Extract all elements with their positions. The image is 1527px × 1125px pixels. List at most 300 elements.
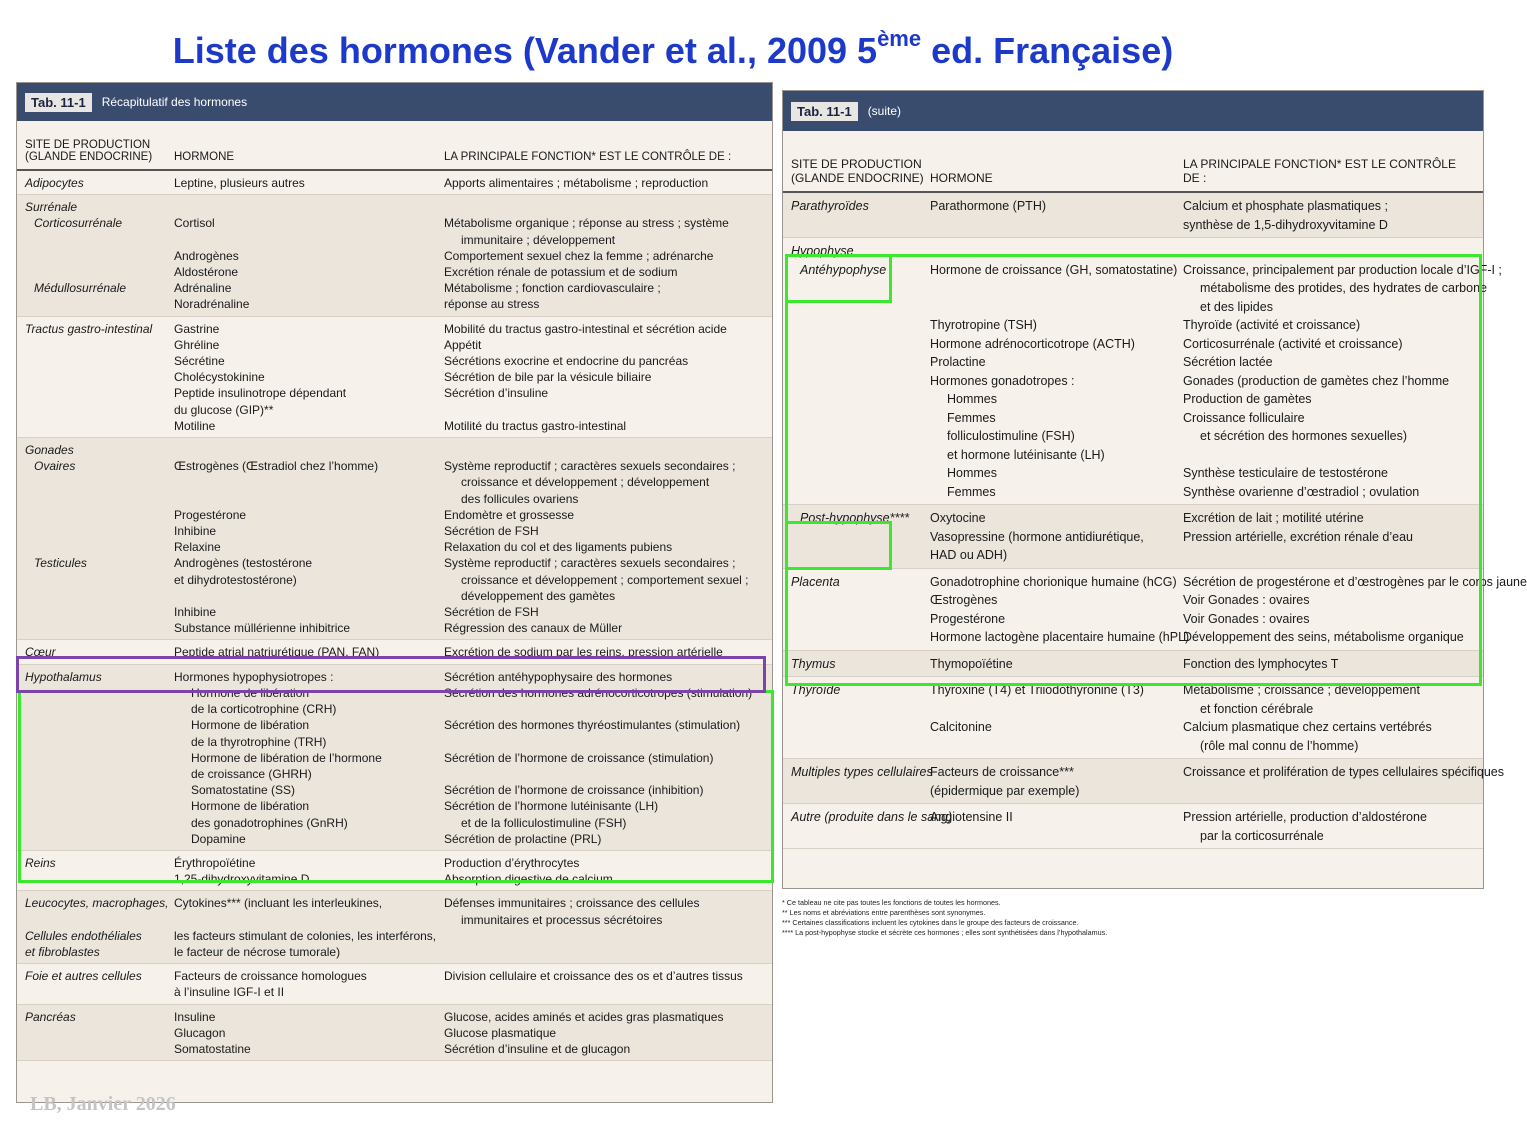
cell-site: Tractus gastro-intestinal xyxy=(25,321,153,336)
cell-hormone: Cholécystokinine xyxy=(174,370,265,385)
cell-site xyxy=(25,831,174,847)
cell-site xyxy=(25,1025,174,1041)
table-row xyxy=(25,353,764,369)
slide-title: Liste des hormones (Vander et al., 2009 5ème ed. Française) xyxy=(172,26,1174,71)
cell-function: par la corticosurrénale xyxy=(1200,828,1324,843)
table-row xyxy=(791,261,1502,280)
cell-hormone xyxy=(930,279,1183,298)
table-tag: Tab. 11-1 xyxy=(791,102,858,121)
cell-hormone: Érythropoïétine xyxy=(174,855,256,870)
cell-function xyxy=(444,701,764,717)
table-row xyxy=(25,944,764,960)
cell-site xyxy=(25,912,174,928)
table-row xyxy=(791,446,1475,465)
table-row xyxy=(791,827,1475,846)
column-header-function: LA PRINCIPALE FONCTION* EST LE CONTRÔLE DE : xyxy=(1183,157,1456,185)
cell-function xyxy=(444,402,764,418)
table-row xyxy=(25,280,764,296)
cell-function: immunitaires et processus sécrétoires xyxy=(461,912,663,927)
cell-site: Antéhypophyse xyxy=(800,262,887,277)
table-row xyxy=(791,316,1475,335)
cell-hormone: Parathormone (PTH) xyxy=(930,199,1047,213)
table-caption: (suite) xyxy=(867,104,902,118)
table-row xyxy=(791,610,1475,629)
table-row xyxy=(791,700,1475,719)
cell-hormone xyxy=(930,242,1183,261)
cell-function: Sécrétion d’insuline xyxy=(444,386,549,401)
cell-function: Motilité du tractus gastro-intestinal xyxy=(444,418,627,433)
table-row xyxy=(791,737,1475,756)
table-row xyxy=(791,353,1475,372)
cell-function: Sécrétion de prolactine (PRL) xyxy=(444,831,602,846)
cell-site xyxy=(791,737,930,756)
table-row xyxy=(25,685,764,701)
table-row xyxy=(25,555,764,571)
table-row xyxy=(791,681,1475,700)
cell-function xyxy=(444,944,764,960)
cell-hormone: Aldostérone xyxy=(174,265,239,280)
cell-function: Développement des seins, métabolisme organique xyxy=(1183,630,1464,644)
cell-hormone: Vasopressine (hormone antidiurétique, xyxy=(930,529,1144,544)
cell-site xyxy=(25,734,174,750)
table-header-bar xyxy=(17,83,772,121)
cell-hormone: Insuline xyxy=(174,1009,216,1024)
cell-hormone: Somatostatine (SS) xyxy=(191,783,296,798)
table-row xyxy=(791,427,1475,446)
cell-function: Pression artérielle, production d’aldostérone xyxy=(1183,810,1427,824)
table-row xyxy=(25,539,764,555)
cell-site xyxy=(25,402,174,418)
table-row xyxy=(791,335,1475,354)
cell-function: croissance et développement ; comportement sexuel ; xyxy=(461,572,749,587)
cell-hormone: Hommes xyxy=(947,392,998,406)
cell-site xyxy=(791,591,930,610)
cell-hormone: Androgènes xyxy=(174,248,239,263)
cell-function xyxy=(444,984,764,1000)
cell-function: Calcium plasmatique chez certains vertébrés xyxy=(1183,720,1432,734)
table-section xyxy=(17,851,772,891)
cell-function: Sécrétion de FSH xyxy=(444,524,539,539)
cell-function xyxy=(444,928,764,944)
column-headers xyxy=(783,131,1483,193)
cell-site: Multiples types cellulaires xyxy=(791,765,933,779)
cell-hormone: Hormone de croissance (GH, somatostatine) xyxy=(930,262,1178,277)
cell-hormone: et dihydrotestostérone) xyxy=(174,572,297,587)
table-body xyxy=(17,171,772,1061)
cell-hormone: Angiotensine II xyxy=(930,810,1013,824)
cell-site: Thyroïde xyxy=(791,683,841,697)
cell-hormone xyxy=(174,491,444,507)
cell-site: Foie et autres cellules xyxy=(25,969,142,984)
table-row xyxy=(25,418,764,434)
table-row xyxy=(25,782,764,798)
cell-site xyxy=(25,815,174,831)
table-row xyxy=(25,912,764,928)
cell-hormone: Gonadotrophine chorionique humaine (hCG) xyxy=(930,574,1177,589)
cell-function: et sécrétion des hormones sexuelles) xyxy=(1200,429,1408,443)
footer-credit: LB, Janvier 2026 xyxy=(30,1093,176,1115)
cell-function xyxy=(1183,546,1475,565)
cell-hormone: à l’insuline IGF-I et II xyxy=(174,985,285,1000)
cell-function: Excrétion de sodium par les reins, pression artérielle xyxy=(444,645,723,660)
cell-function: Système reproductif ; caractères sexuels secondaires ; xyxy=(444,459,736,474)
cell-hormone: 1,25-dihydroxyvitamine D xyxy=(174,872,310,887)
cell-hormone: Hormones hypophysiotropes : xyxy=(174,669,334,684)
table-row xyxy=(25,232,764,248)
cell-site: et fibroblastes xyxy=(25,944,100,959)
cell-function: Système reproductif ; caractères sexuels secondaires ; xyxy=(444,556,736,571)
cell-hormone: de croissance (GHRH) xyxy=(191,766,312,781)
cell-site xyxy=(25,984,174,1000)
cell-function: Croissance, principalement par production locale d’IGF-I ; xyxy=(1183,262,1502,277)
cell-hormone: et hormone lutéinisante (LH) xyxy=(947,447,1105,462)
cell-site xyxy=(25,717,174,733)
table-row xyxy=(25,701,764,717)
cell-function: Métabolisme ; croissance ; développement xyxy=(1183,683,1420,697)
cell-site xyxy=(25,604,174,620)
cell-hormone: Oxytocine xyxy=(930,511,986,525)
cell-hormone: Inhibine xyxy=(174,524,217,539)
cell-hormone: Thyroxine (T4) et Triiodothyronine (T3) xyxy=(930,683,1144,697)
table-row xyxy=(25,895,764,911)
cell-site xyxy=(25,264,174,280)
cell-function: croissance et développement ; développement xyxy=(461,475,710,490)
table-row xyxy=(25,572,764,588)
cell-function: Sécrétion de l’hormone lutéinisante (LH) xyxy=(444,799,659,814)
hormone-table-part1 xyxy=(16,82,773,1103)
column-header-site: SITE DE PRODUCTION (GLANDE ENDOCRINE) xyxy=(25,139,153,163)
table-row xyxy=(791,279,1487,298)
cell-function: développement des gamètes xyxy=(461,588,616,603)
cell-function: Absorption digestive de calcium xyxy=(444,872,613,887)
cell-function xyxy=(1183,242,1475,261)
cell-hormone xyxy=(930,700,1183,719)
cell-site xyxy=(25,539,174,555)
table-row xyxy=(25,717,764,733)
cell-site: Placenta xyxy=(791,574,840,589)
cell-site: Hypothalamus xyxy=(25,669,102,684)
table-row xyxy=(25,831,764,847)
cell-site: Adipocytes xyxy=(25,176,84,190)
table-row xyxy=(791,372,1475,391)
cell-hormone: le facteur de nécrose tumorale) xyxy=(174,944,341,959)
table-row xyxy=(25,337,764,353)
table-row xyxy=(25,264,764,280)
cell-site xyxy=(791,700,930,719)
cell-function: Thyroïde (activité et croissance) xyxy=(1183,318,1361,332)
cell-hormone: Glucagon xyxy=(174,1025,226,1040)
table-section xyxy=(783,193,1483,238)
cell-hormone: Hormones gonadotropes : xyxy=(930,373,1075,388)
cell-hormone: Progestérone xyxy=(930,611,1006,626)
table-row xyxy=(25,1041,764,1057)
cell-hormone xyxy=(174,442,444,458)
cell-site xyxy=(791,483,930,502)
cell-function: immunitaire ; développement xyxy=(461,232,616,247)
table-row xyxy=(791,528,1475,547)
cell-hormone: Facteurs de croissance*** xyxy=(930,765,1074,779)
cell-hormone xyxy=(174,232,444,248)
table-section xyxy=(17,640,772,664)
cell-site xyxy=(791,464,930,483)
cell-site xyxy=(25,232,174,248)
cell-site: Thymus xyxy=(791,656,836,671)
cell-hormone: Cytokines*** (incluant les interleukines, xyxy=(174,896,383,911)
cell-hormone: Hormone adrénocorticotrope (ACTH) xyxy=(930,336,1135,351)
table-row xyxy=(791,464,1475,483)
column-header-site: SITE DE PRODUCTION (GLANDE ENDOCRINE) xyxy=(791,157,924,185)
cell-site: Gonades xyxy=(25,443,74,458)
cell-function: Fonction des lymphocytes T xyxy=(1183,656,1339,671)
cell-hormone: Gastrine xyxy=(174,321,220,336)
table-section xyxy=(783,569,1527,651)
cell-hormone: Noradrénaline xyxy=(174,297,250,312)
table-section xyxy=(783,759,1504,804)
cell-function: et de la folliculostimuline (FSH) xyxy=(461,815,627,830)
cell-site xyxy=(791,427,930,446)
table-row xyxy=(791,242,1475,261)
table-section xyxy=(17,891,772,964)
cell-function: Sécrétion des hormones thyréostimulantes (stimulation) xyxy=(444,718,741,733)
cell-hormone xyxy=(174,588,444,604)
table-row xyxy=(25,620,764,636)
cell-site xyxy=(25,296,174,312)
cell-site xyxy=(791,718,930,737)
table-body xyxy=(783,193,1527,849)
cell-hormone: Progestérone xyxy=(174,507,247,522)
table-row xyxy=(791,628,1475,647)
cell-site xyxy=(25,385,174,401)
cell-function: Endomètre et grossesse xyxy=(444,507,575,522)
cell-function: Sécrétion lactée xyxy=(1183,355,1273,369)
column-header-function: LA PRINCIPALE FONCTION* EST LE CONTRÔLE DE : xyxy=(444,151,732,163)
table-section xyxy=(783,804,1483,849)
table-row xyxy=(25,385,764,401)
cell-function: (rôle mal connu de l’homme) xyxy=(1200,738,1359,753)
cell-hormone xyxy=(174,474,444,490)
cell-function: Pression artérielle, excrétion rénale d’eau xyxy=(1183,529,1413,544)
cell-hormone: des gonadotrophines (GnRH) xyxy=(191,815,348,830)
table-row xyxy=(25,750,764,766)
cell-hormone xyxy=(174,912,444,928)
footnote: *** Certaines classifications incluent les cytokines dans le groupe des facteurs de croissance. xyxy=(782,918,1079,927)
table-row xyxy=(25,296,764,312)
cell-function: Apports alimentaires ; métabolisme ; reproduction xyxy=(444,176,709,190)
cell-site xyxy=(25,507,174,523)
cell-hormone: Relaxine xyxy=(174,540,221,555)
cell-function xyxy=(1183,446,1475,465)
cell-site xyxy=(791,298,930,317)
cell-function: Comportement sexuel chez la femme ; adrénarche xyxy=(444,248,714,263)
cell-site xyxy=(791,279,930,298)
table-header-bar xyxy=(783,91,1483,131)
cell-function xyxy=(444,442,764,458)
table-row xyxy=(791,298,1475,317)
table-row xyxy=(25,588,764,604)
cell-site xyxy=(791,335,930,354)
table-section xyxy=(17,1005,772,1062)
cell-function xyxy=(444,199,764,215)
cell-site xyxy=(25,369,174,385)
table-row xyxy=(25,442,764,458)
cell-function xyxy=(444,734,764,750)
cell-hormone: Hormone lactogène placentaire humaine (hPL) xyxy=(930,630,1190,644)
cell-site xyxy=(25,418,174,434)
table-row xyxy=(25,402,764,418)
cell-hormone: Femmes xyxy=(947,484,996,499)
table-row xyxy=(25,766,764,782)
cell-hormone: du glucose (GIP)** xyxy=(174,402,274,417)
table-row xyxy=(25,215,764,231)
cell-hormone: Androgènes (testostérone xyxy=(174,556,313,571)
cell-function: Production de gamètes xyxy=(1183,392,1312,406)
cell-function: Sécrétion de bile par la vésicule biliaire xyxy=(444,370,652,385)
cell-function: Voir Gonades : ovaires xyxy=(1183,611,1310,626)
cell-site xyxy=(791,628,930,647)
table-row xyxy=(25,798,764,814)
cell-hormone: Dopamine xyxy=(191,831,246,846)
table-row xyxy=(25,199,764,215)
table-row xyxy=(791,409,1475,428)
cell-function: Synthèse ovarienne d’œstradiol ; ovulation xyxy=(1183,484,1420,499)
table-row xyxy=(25,984,764,1000)
table-row xyxy=(791,390,1475,409)
footnote: * Ce tableau ne cite pas toutes les fonctions de toutes les hormones. xyxy=(782,898,1001,907)
table-row xyxy=(25,871,764,887)
cell-function: Production d’érythrocytes xyxy=(444,855,580,870)
cell-site: Pancréas xyxy=(25,1009,76,1024)
cell-function: Appétit xyxy=(444,337,482,352)
cell-hormone: Inhibine xyxy=(174,605,217,620)
table-row xyxy=(791,573,1527,592)
cell-site xyxy=(791,372,930,391)
cell-hormone: Motiline xyxy=(174,418,216,433)
cell-site xyxy=(791,316,930,335)
cell-function: Synthèse testiculaire de testostérone xyxy=(1183,466,1388,480)
cell-function: Glucose, acides aminés et acides gras plasmatiques xyxy=(444,1009,724,1024)
cell-site xyxy=(25,701,174,717)
cell-function: Défenses immunitaires ; croissance des cellules xyxy=(444,896,700,911)
table-section xyxy=(17,438,772,640)
cell-site: Cellules endothéliales xyxy=(25,928,142,943)
table-row xyxy=(791,782,1475,801)
table-row xyxy=(25,815,764,831)
table-row xyxy=(791,483,1475,502)
table-section xyxy=(783,677,1483,759)
table-section xyxy=(17,171,772,195)
cell-site: Post-hypophyse**** xyxy=(800,511,910,525)
cell-site xyxy=(791,610,930,629)
table-row xyxy=(791,197,1475,216)
cell-hormone: les facteurs stimulant de colonies, les interférons, xyxy=(174,928,437,943)
cell-function xyxy=(1183,782,1475,801)
cell-hormone: Leptine, plusieurs autres xyxy=(174,176,305,190)
cell-site xyxy=(25,572,174,588)
cell-site xyxy=(25,248,174,264)
cell-hormone: de la thyrotrophine (TRH) xyxy=(191,734,327,749)
cell-function: Métabolisme organique ; réponse au stress ; système xyxy=(444,216,729,231)
cell-site xyxy=(791,528,930,547)
cell-function: Excrétion de lait ; motilité utérine xyxy=(1183,511,1364,525)
table-tag: Tab. 11-1 xyxy=(25,93,92,112)
cell-site xyxy=(25,685,174,701)
table-row xyxy=(25,968,764,984)
cell-function: Sécrétion d’insuline et de glucagon xyxy=(444,1041,631,1056)
cell-site xyxy=(25,491,174,507)
table-row xyxy=(25,523,764,539)
footnote: ** Les noms et abréviations entre parenthèses sont synonymes. xyxy=(782,908,986,917)
cell-hormone xyxy=(930,737,1183,756)
table-section xyxy=(17,665,772,851)
table-section xyxy=(17,195,772,316)
cell-site xyxy=(791,782,930,801)
cell-function: et fonction cérébrale xyxy=(1200,701,1314,716)
cell-site: Médullosurrénale xyxy=(34,281,127,296)
table-row xyxy=(25,474,764,490)
cell-function: Voir Gonades : ovaires xyxy=(1183,593,1310,607)
cell-function: Sécrétions exocrine et endocrine du pancréas xyxy=(444,354,689,369)
table-row xyxy=(25,491,764,507)
cell-site xyxy=(791,390,930,409)
cell-site xyxy=(791,353,930,372)
cell-function: Excrétion rénale de potassium et de sodium xyxy=(444,265,678,280)
table-row xyxy=(791,591,1475,610)
cell-hormone: Prolactine xyxy=(930,355,986,369)
column-header-hormone: HORMONE xyxy=(930,171,993,185)
cell-site xyxy=(25,766,174,782)
cell-site xyxy=(791,546,930,565)
cell-site: Corticosurrénale xyxy=(34,216,123,231)
table-row xyxy=(25,734,764,750)
cell-site xyxy=(25,523,174,539)
cell-function: Croissance et prolifération de types cellulaires spécifiques xyxy=(1183,765,1504,779)
cell-function xyxy=(444,766,764,782)
cell-site: Reins xyxy=(25,855,56,870)
table-row xyxy=(25,458,764,474)
table-row xyxy=(25,928,764,944)
cell-site xyxy=(25,337,174,353)
cell-function: Division cellulaire et croissance des os et d’autres tissus xyxy=(444,969,743,984)
cell-hormone xyxy=(930,216,1183,235)
table-section xyxy=(17,317,772,438)
cell-function: des follicules ovariens xyxy=(461,491,579,506)
table-row xyxy=(791,655,1475,674)
table-row xyxy=(25,644,764,660)
cell-hormone: Œstrogènes (Œstradiol chez l’homme) xyxy=(174,459,379,474)
cell-hormone: Facteurs de croissance homologues xyxy=(174,969,367,984)
cell-site xyxy=(25,750,174,766)
table-row xyxy=(25,321,764,337)
cell-hormone: Hormone de libération xyxy=(191,718,310,733)
cell-hormone xyxy=(174,199,444,215)
cell-site xyxy=(791,409,930,428)
cell-function: Calcium et phosphate plasmatiques ; xyxy=(1183,199,1388,213)
table-row xyxy=(25,507,764,523)
cell-site xyxy=(25,588,174,604)
cell-hormone: Hormone de libération de l’hormone xyxy=(191,750,382,765)
cell-function: Croissance folliculaire xyxy=(1183,410,1305,425)
cell-hormone: folliculostimuline (FSH) xyxy=(947,429,1075,443)
table-caption: Récapitulatif des hormones xyxy=(101,95,248,109)
cell-function: métabolisme des protides, des hydrates de carbone xyxy=(1200,281,1487,295)
table-row xyxy=(25,1025,764,1041)
footnote: **** La post-hypophyse stocke et sécrète ces hormones ; elles sont synthétisées dans l’hypothalamus. xyxy=(782,928,1108,937)
cell-hormone: Thymopoïétine xyxy=(930,656,1013,671)
cell-site xyxy=(25,1041,174,1057)
table-section xyxy=(783,651,1483,678)
cell-function: Régression des canaux de Müller xyxy=(444,621,623,636)
table-row xyxy=(791,808,1475,827)
